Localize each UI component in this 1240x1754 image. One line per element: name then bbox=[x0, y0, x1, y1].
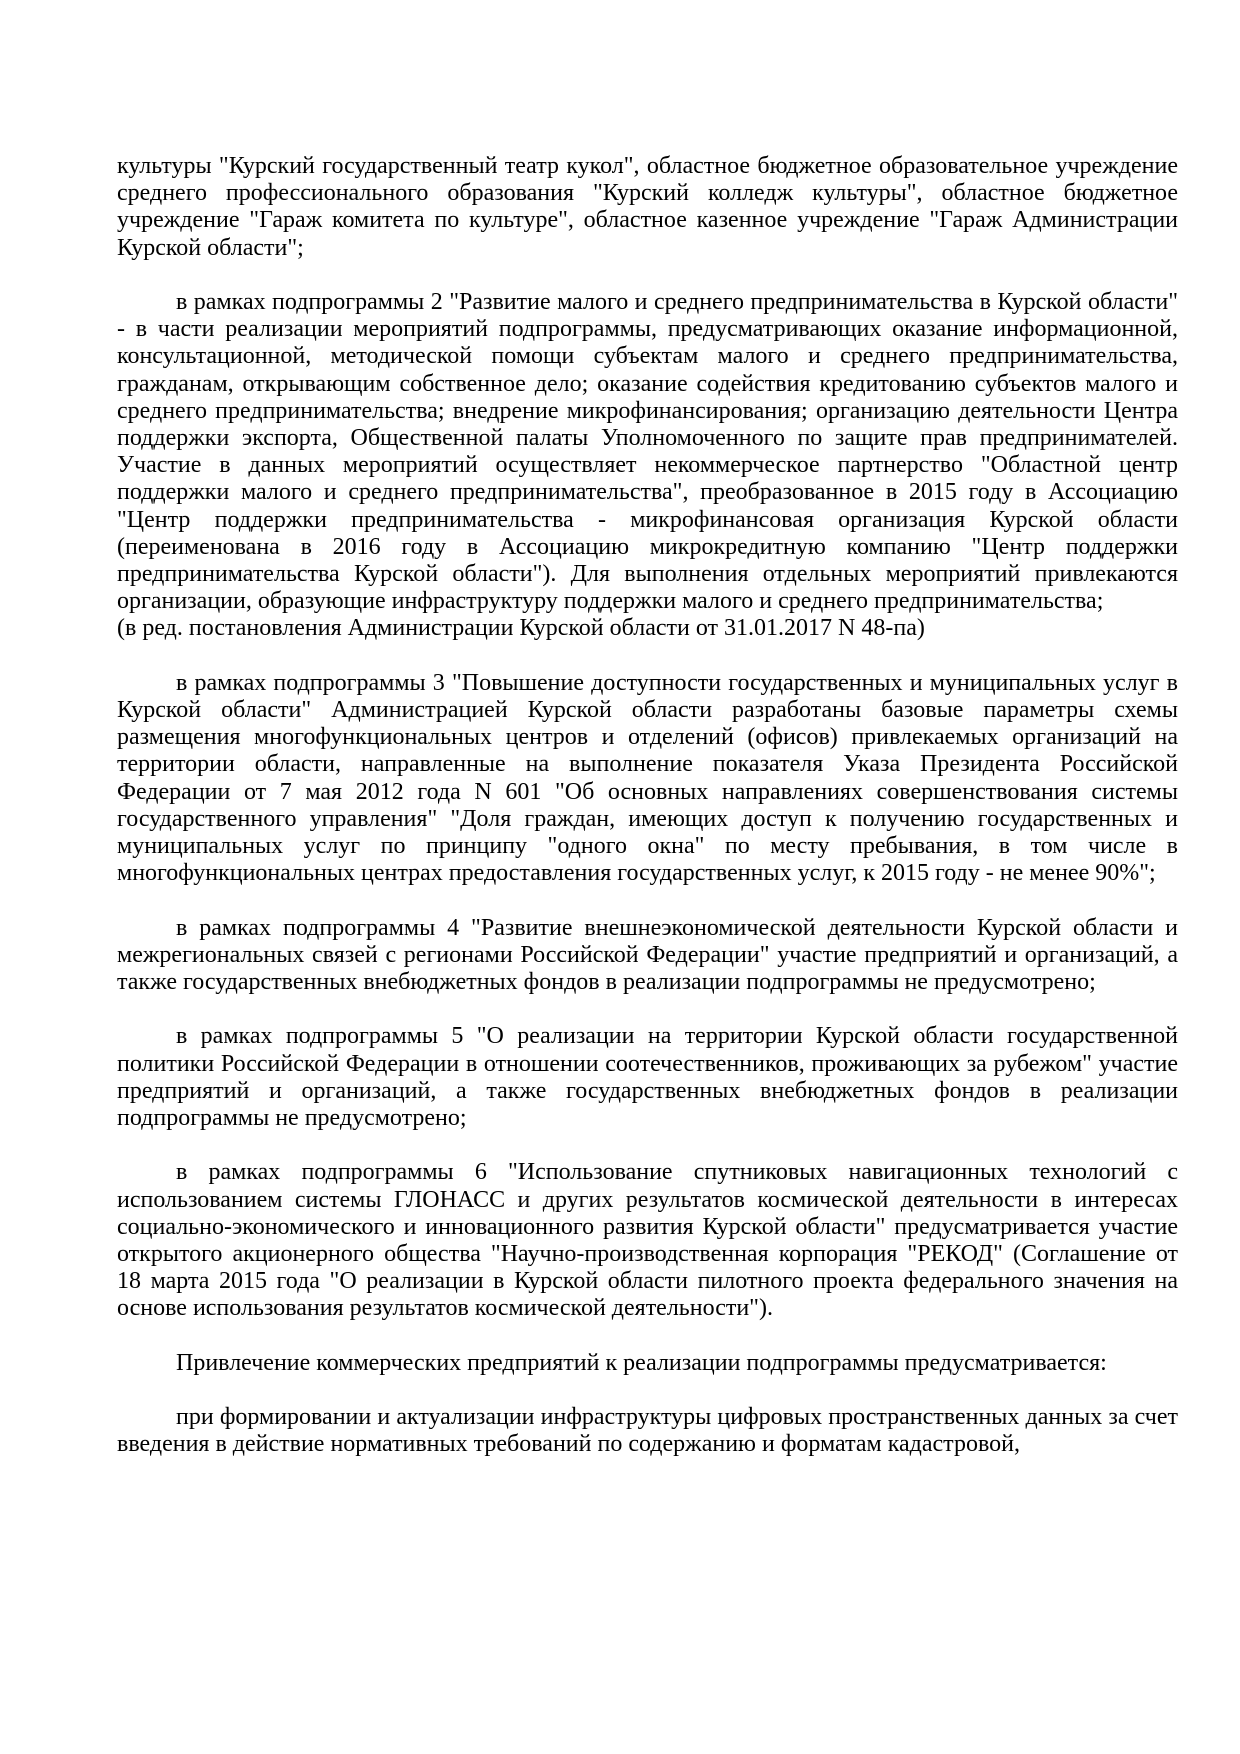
paragraph-subprogram-3: в рамках подпрограммы 3 "Повышение доступности государственных и муниципальных услуг в Курской области" Администрацией Курской области разработаны базовые параметры схемы размещения многофункциональных центров и отделений (офисов) привлекаемых организаций на территории области, направленные на выполнение показателя Указа Президента Российской Федерации от 7 мая 2012 года N 601 "Об основных направлениях совершенствования системы государственного управления" "Доля граждан, имеющих доступ к получению государственных и муниципальных услуг по принципу "одного окна" по месту пребывания, в том числе в многофункциональных центрах предоставления государственных услуг, к 2015 году - не менее 90%"; bbox=[117, 669, 1178, 887]
paragraph-commercial-involvement: Привлечение коммерческих предприятий к реализации подпрограммы предусматривается: bbox=[176, 1349, 1107, 1376]
paragraph-culture-institutions: культуры "Курский государственный театр кукол", областное бюджетное образовательное учреждение среднего профессионального образования "Курский колледж культуры", областное бюджетное учреждение "Гараж комитета по культуре", областное казенное учреждение "Гараж Администрации Курской области"; bbox=[117, 153, 1178, 261]
paragraph-subprogram-6: в рамках подпрограммы 6 "Использование спутниковых навигационных технологий с использованием системы ГЛОНАСС и других результатов космической деятельности в интересах социально-экономического и инновационного развития Курской области" предусматривается участие открытого акционерного общества "Научно-производственная корпорация "РЕКОД" (Соглашение от 18 марта 2015 года "О реализации в Курской области пилотного проекта федерального значения на основе использования результатов космической деятельности"). bbox=[117, 1159, 1178, 1322]
paragraph-subprogram-4: в рамках подпрограммы 4 "Развитие внешнеэкономической деятельности Курской области и межрегиональных связей с регионами Российской Федерации" участие предприятий и организаций, а также государственных внебюджетных фондов в реализации подпрограммы не предусмотрено; bbox=[117, 914, 1178, 996]
paragraph-spatial-data: при формировании и актуализации инфраструктуры цифровых пространственных данных за счет введения в действие нормативных требований по содержанию и форматам кадастровой, bbox=[117, 1404, 1178, 1458]
document-page bbox=[117, 153, 1178, 1486]
paragraph-subprogram-5: в рамках подпрограммы 5 "О реализации на территории Курской области государственной политики Российской Федерации в отношении соотечественников, проживающих за рубежом" участие предприятий и организаций, а также государственных внебюджетных фондов в реализации подпрограммы не предусмотрено; bbox=[117, 1023, 1178, 1132]
amendment-note: (в ред. постановления Администрации Курской области от 31.01.2017 N 48-па) bbox=[117, 615, 925, 642]
paragraph-subprogram-2: в рамках подпрограммы 2 "Развитие малого и среднего предпринимательства в Курской области" - в части реализации мероприятий подпрограммы, предусматривающих оказание информационной, консультационной, методической помощи субъектам малого и среднего предпринимательства, гражданам, открывающим собственное дело; оказание содействия кредитованию субъектов малого и среднего предпринимательства; внедрение микрофинансирования; организацию деятельности Центра поддержки экспорта, Общественной палаты Уполномоченного по защите прав предпринимателей. Участие в данных мероприятий осуществляет некоммерческое партнерство "Областной центр поддержки малого и среднего предпринимательства", преобразованное в 2015 году в Ассоциацию "Центр поддержки предпринимательства - микрофинансовая организация Курской области (переименована в 2016 году в Ассоциацию микрокредитную компанию "Центр поддержки предпринимательства Курской области"). Для выполнения отдельных мероприятий привлекаются организации, образующие инфраструктуру поддержки малого и среднего предпринимательства; bbox=[117, 289, 1178, 615]
